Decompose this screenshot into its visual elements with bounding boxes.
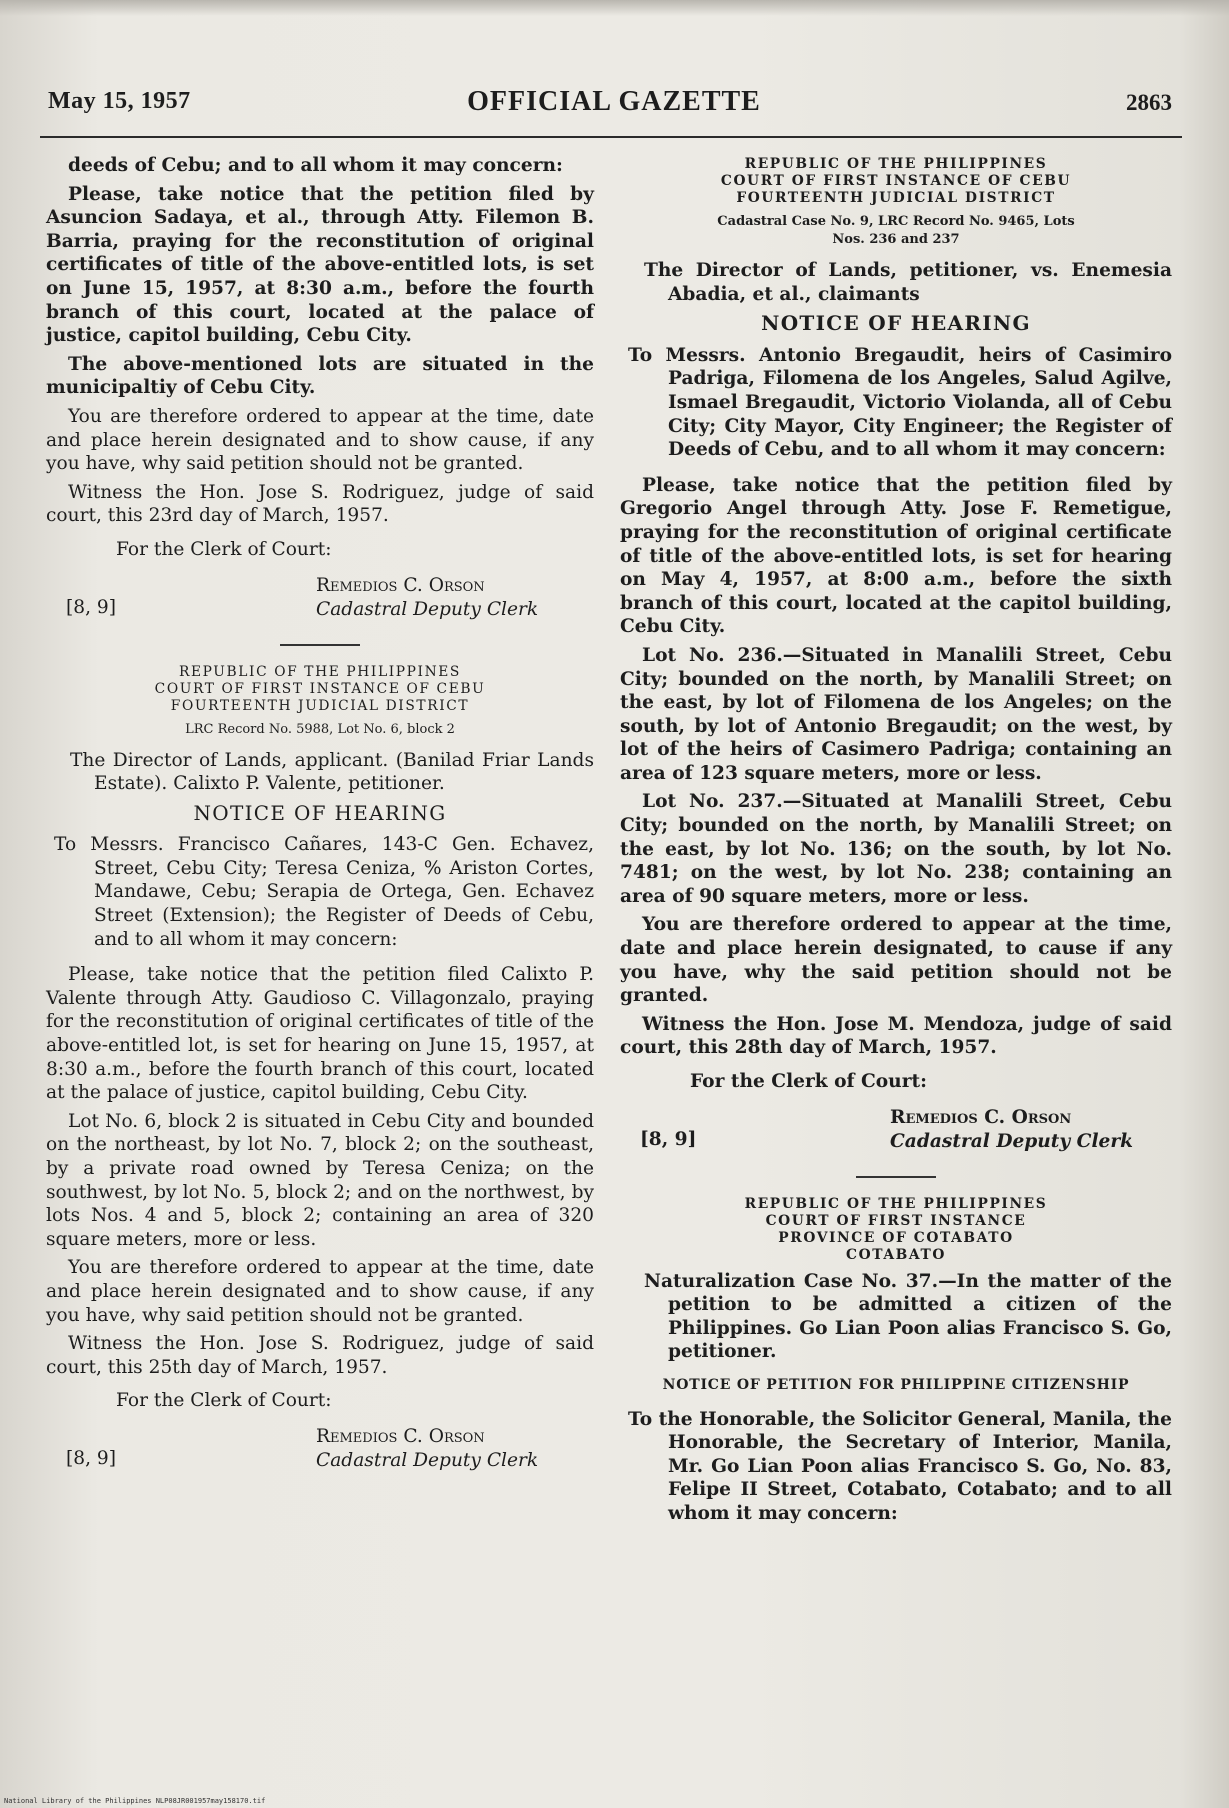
notice-address: To the Honorable, the Solicitor General, Manila, the Honorable, the Secretary of Interior, Manila, Mr. Go Lian Poon alias Francisco S. Go, No. 83, Felipe II Street, Cotabato, Cotabato; and to all whom it may concern: (628, 1408, 1172, 1524)
scan-edge-shadow (0, 0, 1229, 16)
court-line: REPUBLIC OF THE PHILIPPINES (744, 1195, 1048, 1212)
notice-address: To Messrs. Francisco Cañares, 143-C Gen. Echavez, Street, Cebu City; Teresa Ceniza, % Ariston Cortes, Mandawe, Cebu; Serapia de Ortega, Gen. Echavez Street (Extension); the Register of Deeds of Cebu, and to all whom it may concern: (54, 834, 594, 950)
signatory-name: Remedios C. Orson (890, 1106, 1072, 1128)
signature-block (46, 1425, 594, 1481)
signatory-name: Remedios C. Orson (316, 574, 485, 596)
notice-paragraph: Please, take notice that the petition filed by Gregorio Angel through Atty. Jose F. Remetigue, praying for the reconstitution of original certificate of title of the above-entitled lots, is set for hearing on May 4, 1957, at 8:00 a.m., before the sixth branch of this court, located at the capitol building, Cebu City. (620, 474, 1172, 638)
page-header (48, 84, 1180, 124)
court-line: FOURTEENTH JUDICIAL DISTRICT (736, 190, 1056, 206)
court-line: FOURTEENTH JUDICIAL DISTRICT (170, 697, 470, 714)
section-divider (856, 1176, 936, 1178)
case-caption: Naturalization Case No. 37.—In the matter of the petition to be admitted a citizen of the Philippines. Go Lian Poon alias Francisco S. Go, petitioner. (644, 1270, 1172, 1363)
signatory-role: Cadastral Deputy Clerk (316, 1449, 539, 1471)
signature-block (620, 1106, 1172, 1162)
court-line: COURT OF FIRST INSTANCE OF CEBU (154, 680, 486, 697)
notice-heading: NOTICE OF HEARING (761, 311, 1031, 336)
case-caption: The Director of Lands, petitioner, vs. Enemesia Abadia, et al., claimants (644, 260, 1172, 305)
scan-footer: National Library of the Philippines NLP08JR001957may158170.tif (4, 1797, 266, 1805)
notice-paragraph: Witness the Hon. Jose M. Mendoza, judge of said court, this 28th day of March, 1957. (620, 1013, 1172, 1059)
court-heading (46, 664, 594, 715)
notice-paragraph: You are therefore ordered to appear at the time, date and place herein designated and to show cause, if any you have, why said petition should not be granted. (46, 405, 594, 475)
clerk-for-line: For the Clerk of Court: (116, 1390, 332, 1412)
notice-paragraph: Witness the Hon. Jose S. Rodriguez, judge of said court, this 25th day of March, 1957. (46, 1333, 594, 1378)
court-line: COTABATO (846, 1246, 946, 1263)
case-caption: The Director of Lands, applicant. (Banilad Friar Lands Estate). Calixto P. Valente, petitioner. (70, 749, 594, 795)
notice-paragraph: Please, take notice that the petition filed Calixto P. Valente through Atty. Gaudioso C. Villagonzalo, praying for the reconstitution of original certificates of title of the above-entitled lot, is set for hearing on June 15, 1957, at 8:30 a.m., before the fourth branch of this court, located at the palace of justice, capitol building, Cebu City. (46, 964, 594, 1104)
lot-description: Lot No. 237.—Situated at Manalili Street, Cebu City; bounded on the north, by Manalili Street; on the east, by lot No. 136; on the south, by lot No. 7481; on the west, by lot No. 238; containing an area of 90 square meters, more or less. (620, 791, 1172, 907)
signature-block (46, 574, 594, 630)
record-reference: LRC Record No. 5988, Lot No. 6, block 2 (185, 721, 455, 737)
section-divider (280, 644, 360, 646)
right-column (620, 154, 1172, 1538)
notice-paragraph: Please, take notice that the petition filed by Asuncion Sadaya, et al., through Atty. Filemon B. Barria, praying for the reconstitution of original certificates of title of the above-entitled lots, is set on June 15, 1957, at 8:30 a.m., before the fourth branch of this court, located at the palace of justice, capitol building, Cebu City. (46, 183, 594, 347)
signatory-name: Remedios C. Orson (316, 1425, 485, 1447)
issue-reference: [8, 9] (66, 596, 116, 618)
signatory-role: Cadastral Deputy Clerk (316, 598, 539, 620)
court-heading (620, 156, 1172, 207)
notice-heading: NOTICE OF PETITION FOR PHILIPPINE CITIZENSHIP (662, 1376, 1130, 1393)
notice-paragraph: You are therefore ordered to appear at the time, date and place herein designated, to cause if any you have, why the said petition should not be granted. (620, 914, 1172, 1007)
notice-paragraph: Lot No. 6, block 2 is situated in Cebu City and bounded on the northeast, by lot No. 7, block 2; on the southeast, by a private road owned by Teresa Ceniza; on the southwest, by lot No. 5, block 2; and on the northwest, by lots Nos. 4 and 5, block 2; containing an area of 320 square meters, more or less. (46, 1110, 594, 1250)
record-reference: Cadastral Case No. 9, LRC Record No. 9465, Lots Nos. 236 and 237 (717, 214, 1075, 247)
header-page-number: 2863 (1126, 90, 1172, 115)
issue-reference: [8, 9] (640, 1128, 697, 1150)
header-rule (40, 136, 1182, 138)
court-line: REPUBLIC OF THE PHILIPPINES (744, 156, 1048, 172)
clerk-for-line: For the Clerk of Court: (690, 1071, 927, 1092)
court-line: REPUBLIC OF THE PHILIPPINES (179, 663, 461, 680)
court-line: COURT OF FIRST INSTANCE (765, 1212, 1027, 1229)
court-line: COURT OF FIRST INSTANCE OF CEBU (720, 173, 1072, 189)
notice-paragraph: You are therefore ordered to appear at the time, date and place herein designated and to show cause, if any you have, why said petition should not be granted. (46, 1257, 594, 1326)
issue-reference: [8, 9] (66, 1447, 116, 1469)
header-date: May 15, 1957 (48, 88, 191, 114)
left-column (46, 154, 594, 1493)
court-line: PROVINCE OF COTABATO (778, 1229, 1014, 1246)
header-title: OFFICIAL GAZETTE (467, 86, 761, 117)
notice-paragraph: Witness the Hon. Jose S. Rodriguez, judge of said court, this 23rd day of March, 1957. (46, 481, 594, 527)
notice-paragraph: The above-mentioned lots are situated in the municipaltiy of Cebu City. (46, 353, 594, 399)
lot-description: Lot No. 236.—Situated in Manalili Street, Cebu City; bounded on the north, by Manalili Street; on the east, by lot of Filomena de los Angeles; on the south, by lot of Antonio Bregaudit; on the west, by lot of the heirs of Casimero Padriga; containing an area of 123 square meters, more or less. (620, 644, 1172, 784)
court-heading (620, 1196, 1172, 1264)
continued-address: deeds of Cebu; and to all whom it may concern: (68, 155, 563, 176)
notice-address: To Messrs. Antonio Bregaudit, heirs of Casimiro Padriga, Filomena de los Angeles, Salud Agilve, Ismael Bregaudit, Victorio Violanda, all of Cebu City; City Mayor, City Engineer; the Register of Deeds of Cebu, and to all whom it may concern: (628, 344, 1172, 461)
clerk-for-line: For the Clerk of Court: (116, 538, 332, 560)
notice-heading: NOTICE OF HEARING (193, 800, 447, 825)
signatory-role: Cadastral Deputy Clerk (890, 1130, 1134, 1152)
